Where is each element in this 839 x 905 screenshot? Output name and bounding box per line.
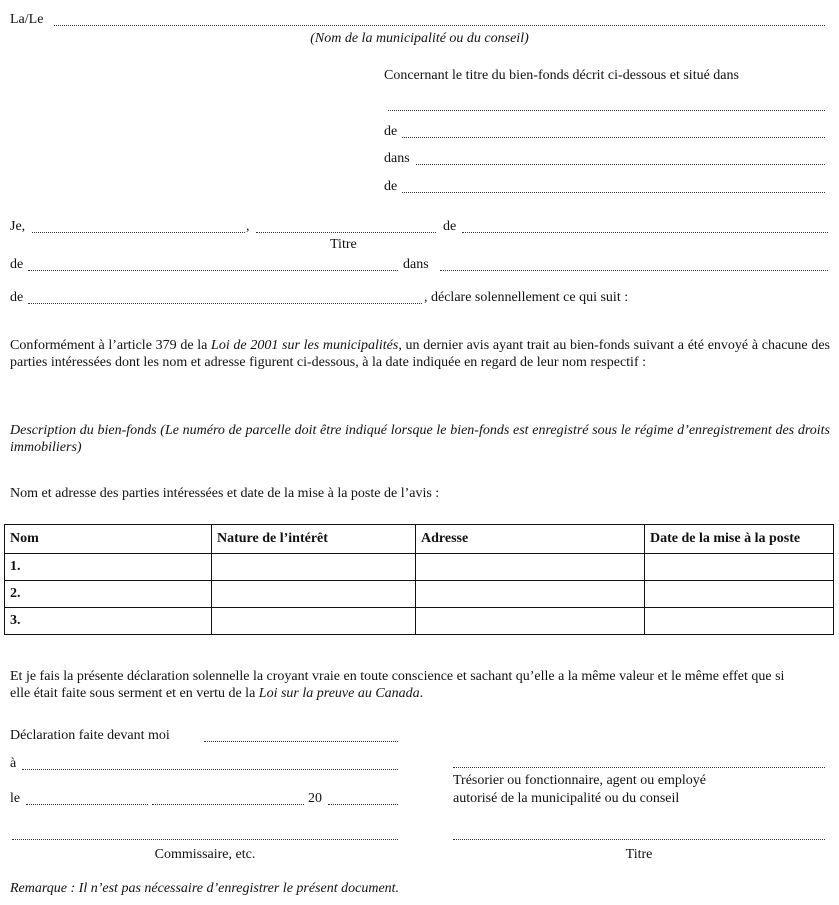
nature-cell[interactable] [212, 554, 416, 581]
location-de-label: de [384, 124, 398, 139]
solemn-text-1: Et je fais la présente déclaration solennelle la croyant vraie en toute conscience et sachant qu’elle a la même valeur et le même effet que si elle était faite sous serment et en vertu de la [10, 669, 785, 701]
declared-before-field[interactable] [204, 740, 398, 742]
municipality-hint: (Nom de la municipalité ou du conseil) [310, 31, 529, 46]
month-field[interactable] [152, 803, 304, 805]
declarant-province-field[interactable] [28, 302, 422, 304]
declarant-region-field[interactable] [440, 269, 828, 271]
location-field-4[interactable] [402, 191, 825, 193]
property-description-label: Description du bien-fonds (Le numéro de parcelle doit être indiqué lorsque le bien-fonds est enregistré sous le régime d’enregistrement des droits immobiliers) [10, 423, 830, 455]
treasurer-caption-2: autorisé de la municipalité ou du conseil [453, 791, 680, 806]
law-name: Loi de 2001 sur les municipalités [211, 338, 399, 353]
date-cell[interactable] [645, 554, 834, 581]
location-field-2[interactable] [402, 136, 825, 138]
title-signature-field[interactable] [453, 838, 825, 840]
commissioner-caption: Commissaire, etc. [154, 847, 256, 862]
date-cell[interactable] [645, 608, 834, 635]
place-field[interactable] [22, 768, 398, 770]
parties-intro: Nom et adresse des parties intéressées et date de la mise à la poste de l’avis : [10, 486, 440, 501]
table-row [5, 554, 834, 581]
de2-label: de [10, 257, 24, 272]
table-row [5, 608, 834, 635]
nature-cell[interactable] [212, 608, 416, 635]
remark: Remarque : Il n’est pas nécessaire d’enregistrer le présent document. [10, 881, 400, 896]
row-number[interactable]: 1. [5, 554, 212, 581]
table-header-row [5, 525, 834, 554]
declarant-name-field[interactable] [32, 231, 245, 233]
comma-label: , [246, 219, 250, 234]
title-intro: Concernant le titre du bien-fonds décrit ci-dessous et situé dans [384, 68, 739, 83]
col-nom: Nom [5, 525, 212, 554]
je-label: Je, [10, 219, 26, 234]
solemn-paragraph [10, 668, 800, 702]
address-cell[interactable] [416, 581, 645, 608]
year-prefix: 20 [308, 791, 322, 806]
article-paragraph [10, 337, 830, 371]
de3-label: de [10, 290, 24, 305]
date-cell[interactable] [645, 581, 834, 608]
declare-text: , déclare solennellement ce qui suit : [424, 290, 629, 305]
row-number[interactable]: 2. [5, 581, 212, 608]
location-dans-label: dans [384, 151, 410, 166]
location-field-3[interactable] [416, 163, 825, 165]
article-text-1: Conformément à l’article 379 de la [10, 338, 212, 353]
table-row [5, 581, 834, 608]
nature-cell[interactable] [212, 581, 416, 608]
treasurer-caption-1: Trésorier ou fonctionnaire, agent ou employé [453, 773, 706, 788]
address-cell[interactable] [416, 554, 645, 581]
declared-before-label: Déclaration faite devant moi [10, 728, 170, 743]
le-label: le [10, 791, 21, 806]
location-de2-label: de [384, 179, 398, 194]
declarant-municipality-field[interactable] [28, 269, 398, 271]
parties-table [4, 524, 834, 635]
title-caption: Titre [625, 847, 653, 862]
evidence-law-name: Loi sur la preuve au Canada [258, 686, 420, 701]
a-label: à [10, 756, 17, 771]
dans-label: dans [403, 257, 429, 272]
municipality-prefix: La/Le [10, 12, 44, 27]
row-number[interactable]: 3. [5, 608, 212, 635]
de-label: de [443, 219, 457, 234]
col-date: Date de la mise à la poste [645, 525, 834, 554]
commissioner-signature-field[interactable] [12, 838, 398, 840]
col-nature: Nature de l’intérêt [212, 525, 416, 554]
titre-caption: Titre [330, 237, 357, 252]
solemn-text-2: . [419, 686, 424, 701]
col-adresse: Adresse [416, 525, 645, 554]
declarant-of-field[interactable] [462, 231, 828, 233]
location-field-1[interactable] [388, 109, 825, 111]
municipality-name-field[interactable] [54, 24, 825, 26]
address-cell[interactable] [416, 608, 645, 635]
treasurer-signature-field[interactable] [453, 766, 825, 768]
declarant-title-field[interactable] [256, 231, 436, 233]
article-text-2: , un dernier avis ayant trait au bien-fonds suivant a été envoyé à chacune des parties intéressées dont les nom et adresse figurent ci-dessous, à la date indiquée en regard de leur nom respectif : [10, 338, 830, 370]
day-field[interactable] [26, 803, 148, 805]
municipality-line [10, 12, 43, 28]
year-field[interactable] [328, 803, 398, 805]
